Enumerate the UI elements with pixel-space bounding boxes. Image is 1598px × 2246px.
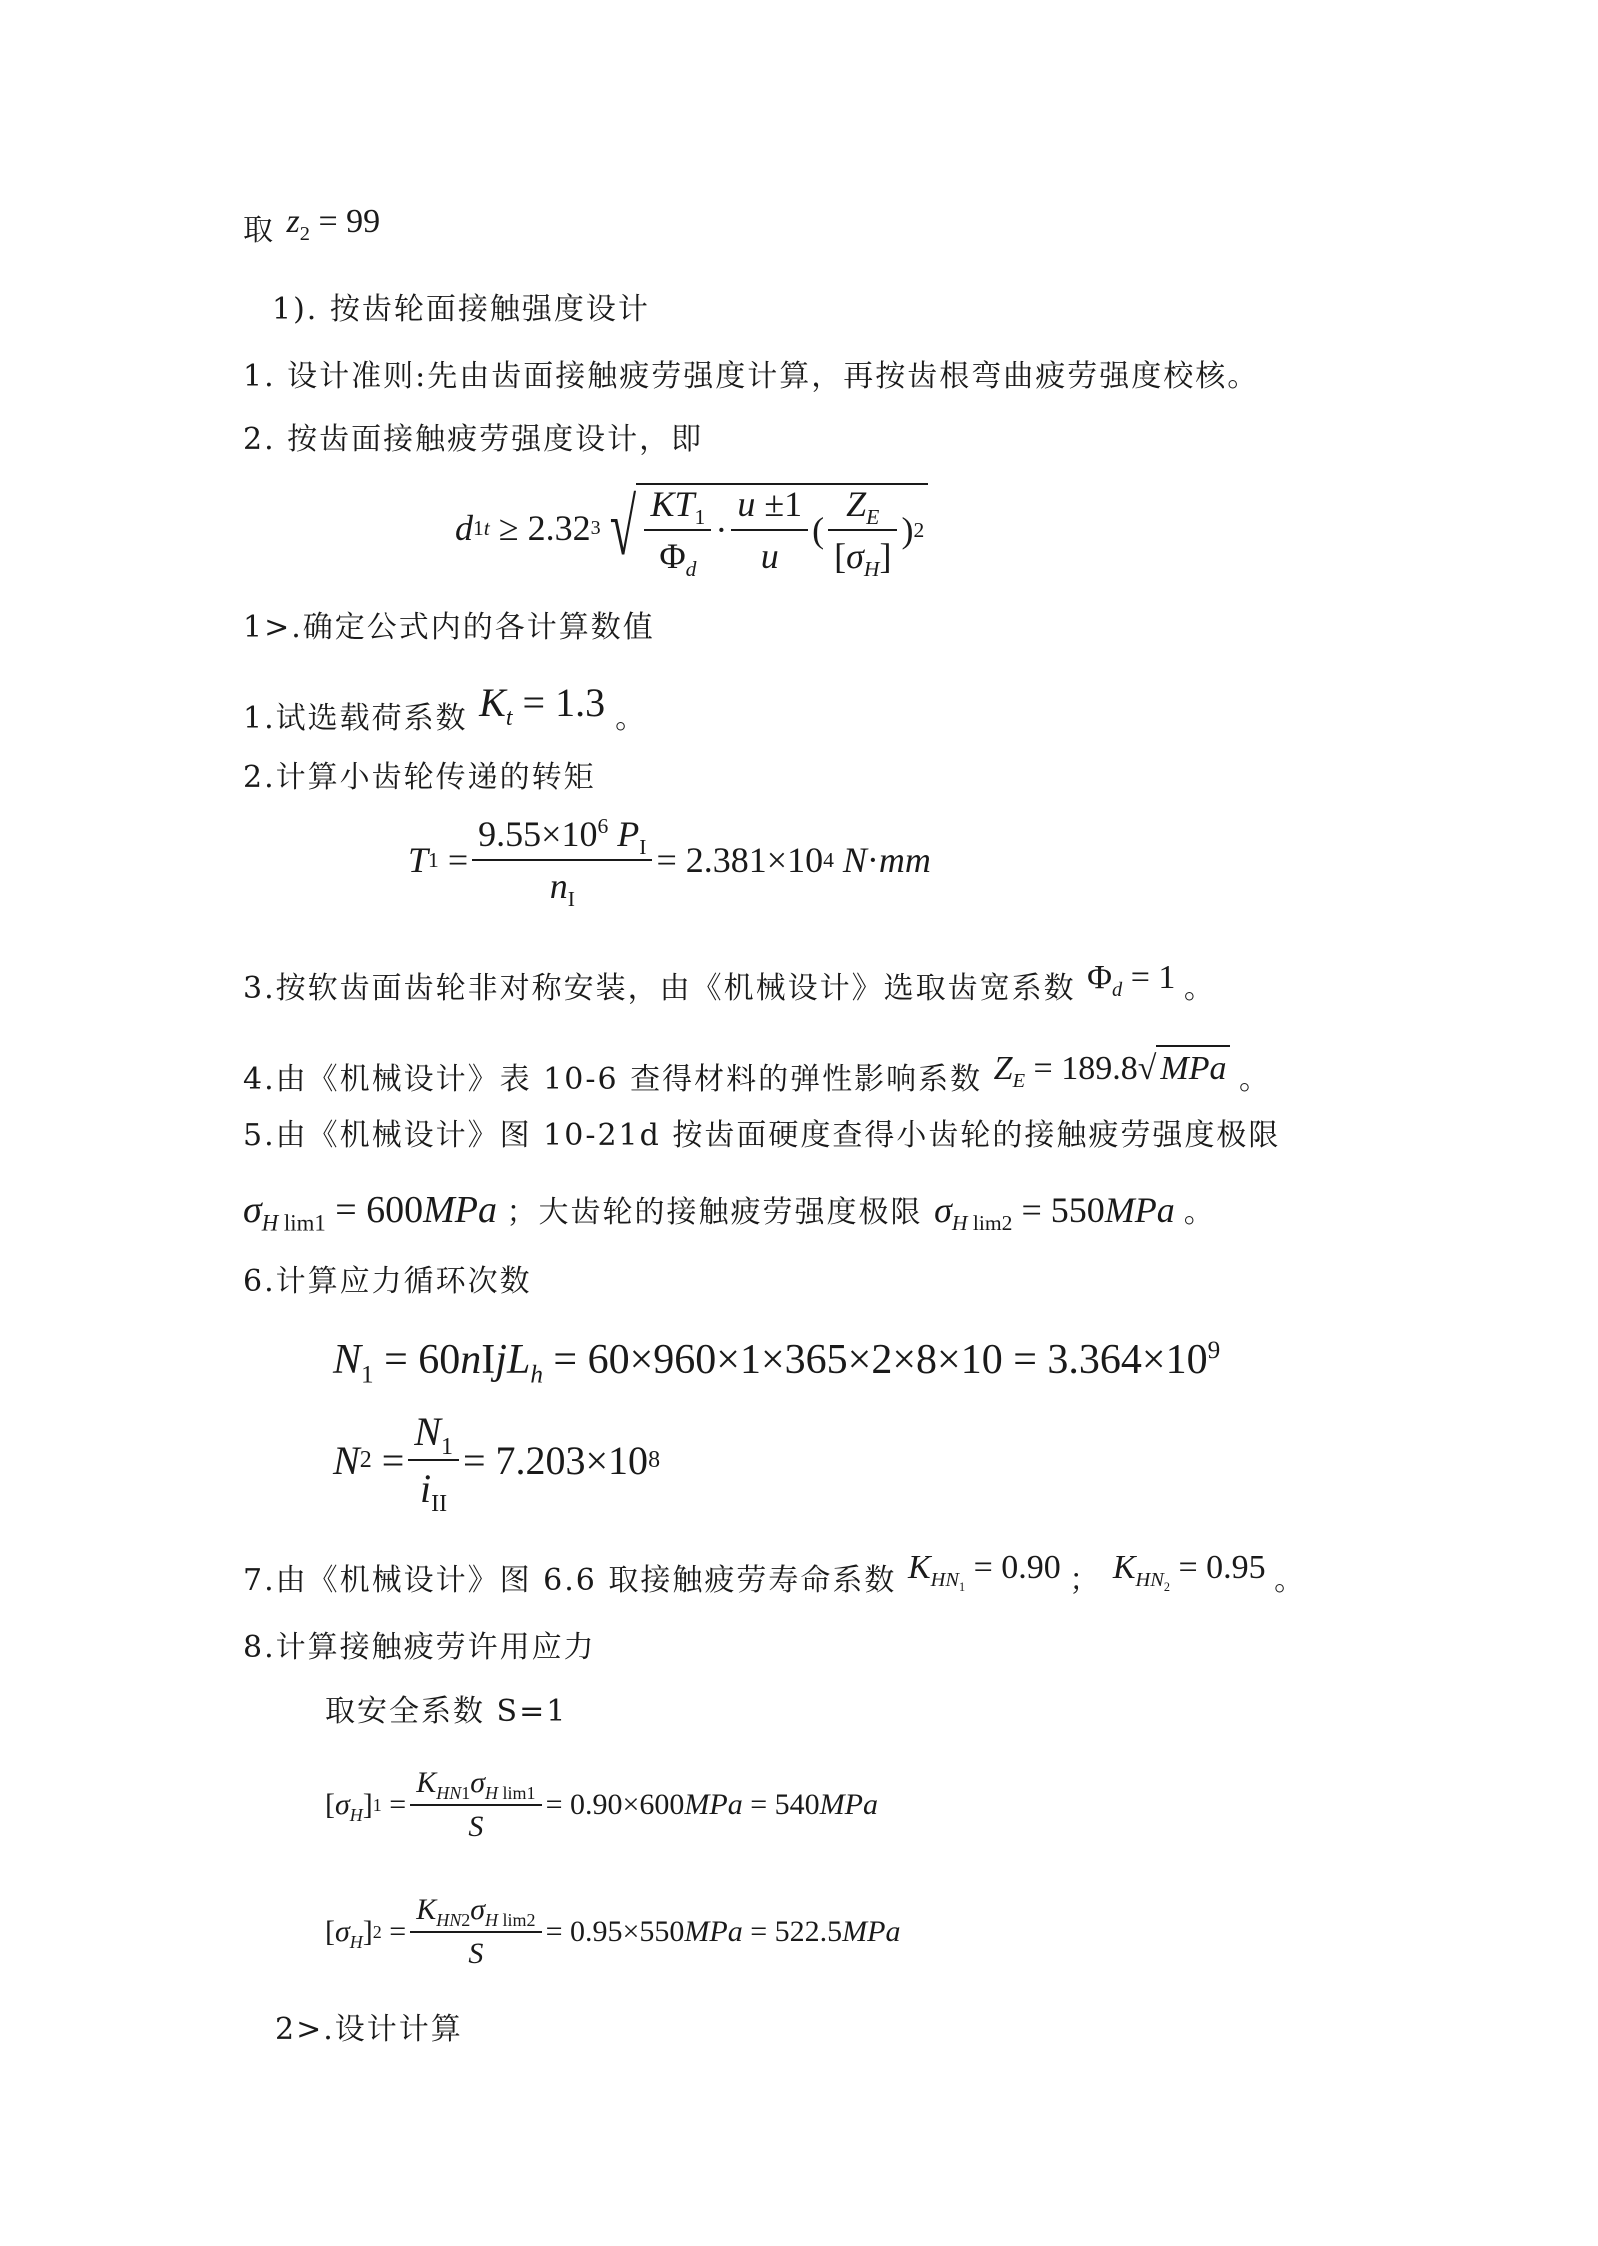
phid-value: 1 [1158, 959, 1176, 996]
khn2-formula: $K_{HN_2} = 0.95$ [1112, 1549, 1266, 1594]
safety-factor-line: 取安全系数 S=1 [325, 1694, 568, 1729]
ze-period: 。 [1238, 1062, 1271, 1097]
phid-formula: $\Phi_d = 1$ [1087, 959, 1176, 1001]
d1t-formula: d 1t ≥ 2.32 3 √ $\frac{KT_1}{\Phi_d}$ · $\frac{u \pm 1}{u}$ ( $\frac{Z_E}{[\sigma_H]}$ ) 2 [455, 478, 928, 578]
sigma-hlim2-formula: $\sigma_{H lim2} = 550MPa$ [934, 1190, 1175, 1236]
n2-result: 7.203 [495, 1437, 586, 1483]
sigma-hlim-text: 5.由《机械设计》图 10-21d 按齿面硬度查得小齿轮的接触疲劳强度极限 [243, 1118, 1281, 1153]
ze-line [243, 1050, 1271, 1100]
kt-line [243, 680, 648, 739]
t1-formula: T 1 = $\frac{9.55\times 10^6 P_I}{n_I}$ = 2.381 ×10 4 N · mm [408, 814, 931, 912]
kt-value: 1.3 [555, 680, 606, 725]
khn2-value: 0.95 [1206, 1549, 1266, 1586]
n2-formula: N 2 = $\frac{N_1}{i_{II}}$ = 7.203 ×10 8 [333, 1409, 661, 1517]
n1-result: 3.364 [1047, 1337, 1142, 1383]
section-heading-contact-strength: 1). 按齿轮面接触强度设计 [272, 292, 650, 327]
design-criterion: 1. 设计准则:先由齿面接触疲劳强度计算，再按齿根弯曲疲劳强度校核。 [243, 359, 1260, 394]
sigma-h2-result: 522.5 [774, 1915, 843, 1948]
sigma-h1-expr: 0.90×600 [569, 1788, 685, 1821]
take-z2-line [243, 203, 381, 251]
sigma-hlim-line [243, 1189, 1216, 1236]
sigma-h2-formula: [ $\sigma_H$ ] 2 = $\frac{K_{HN2}\sigma_{H lim2}}{S}$ = 0.95×550 MPa = 522.5 MPa [325, 1893, 901, 1970]
kt-label: 1.试选载荷系数 [243, 701, 468, 736]
torque-heading: 2.计算小齿轮传递的转矩 [243, 760, 596, 795]
ze-value: 189.8 [1061, 1050, 1138, 1087]
n1-expr: 60×960×1×365×2×8×10 [587, 1337, 1003, 1383]
khn1-value: 0.90 [1001, 1549, 1061, 1586]
khn-semicolon: ； [1069, 1563, 1102, 1598]
khn-line [243, 1549, 1307, 1601]
phid-label: 3.按软齿面齿轮非对称安装，由《机械设计》选取齿宽系数 [243, 971, 1076, 1006]
t1-result: 2.381 [685, 840, 767, 880]
sigma-h2-expr: 0.95×550 [569, 1915, 685, 1948]
large-gear-text: ；大齿轮的接触疲劳强度极限 [506, 1195, 923, 1230]
sigma-h1-formula: [ $\sigma_H$ ] 1 = $\frac{K_{HN1}\sigma_{H lim1}}{S}$ = 0.90×600 MPa = 540 MPa [325, 1766, 878, 1843]
allowable-stress-heading: 8.计算接触疲劳许用应力 [243, 1630, 596, 1665]
sigma-period: 。 [1183, 1195, 1216, 1230]
sigma-hlim1-formula: $\sigma_{H lim1} = 600MPa$ [243, 1189, 498, 1236]
z2-value: 99 [346, 203, 381, 240]
design-calculation-heading: 2>.设计计算 [275, 2012, 463, 2047]
n1-formula: $N_1$ = 60nIjL$_h$ = $60\times 960\times 1\times 365\times 2\times 8\times 10 = 3.364\times 10^9$ [333, 1337, 1221, 1389]
take-label: 取 [243, 213, 275, 248]
phid-period: 。 [1183, 971, 1216, 1006]
sigma-hlim2-value: 550 [1050, 1190, 1105, 1230]
ze-formula: $Z_E = 189.8√$ MPa [994, 1050, 1239, 1087]
ze-label: 4.由《机械设计》表 10-6 查得材料的弹性影响系数 [243, 1062, 983, 1097]
khn1-formula: $K_{HN_1} = 0.90$ [907, 1549, 1061, 1594]
phid-line [243, 959, 1216, 1009]
z2-formula: $z_2 = 99$ [286, 203, 381, 245]
sigma-h1-result: 540 [774, 1788, 820, 1821]
khn-label: 7.由《机械设计》图 6.6 取接触疲劳寿命系数 [243, 1563, 897, 1598]
sigma-hlim1-value: 600 [366, 1189, 424, 1231]
kt-period: 。 [615, 701, 648, 736]
subsection-determine-values: 1>.确定公式内的各计算数值 [243, 610, 655, 645]
stress-cycles-heading: 6.计算应力循环次数 [243, 1264, 532, 1299]
coef-value: 2.32 [527, 508, 591, 548]
kt-formula: $K_t = 1.3$ [479, 680, 606, 731]
design-by-contact-fatigue: 2. 按齿面接触疲劳强度设计，即 [243, 422, 704, 457]
khn-period: 。 [1274, 1563, 1307, 1598]
